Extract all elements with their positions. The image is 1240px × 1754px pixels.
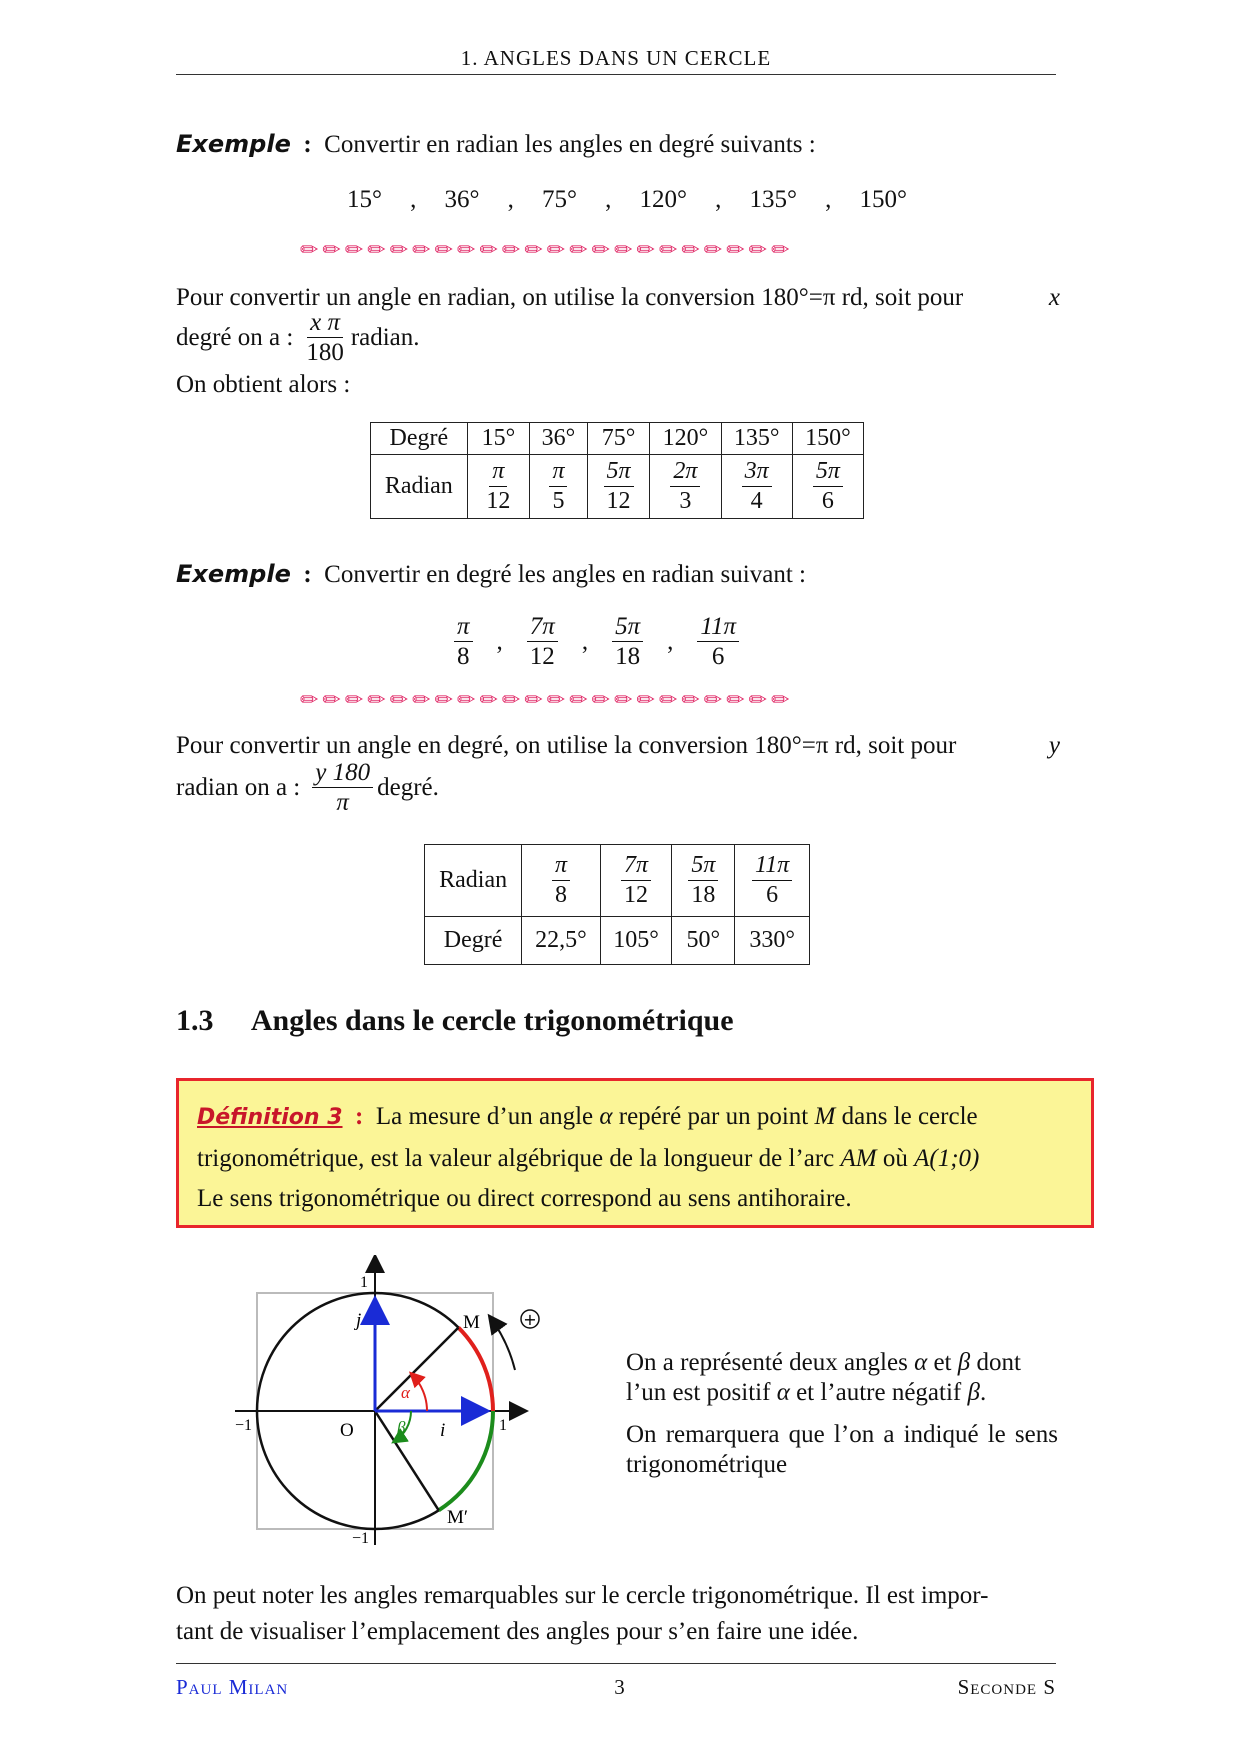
fraction-x-pi-180 bbox=[303, 308, 347, 367]
alpha-symbol: α bbox=[776, 1379, 790, 1406]
frac-den: 5 bbox=[552, 488, 565, 514]
closing-paragraph bbox=[176, 1578, 1060, 1650]
angle-fraction bbox=[612, 612, 643, 671]
closing-line1: On peut noter les angles remarquables sur le cercle trigonométrique. Il est impor- bbox=[176, 1582, 989, 1609]
example1-prompt: Convertir en radian les angles en degré suivants : bbox=[324, 131, 816, 158]
separator: , bbox=[667, 627, 674, 655]
example2 bbox=[176, 556, 806, 593]
frac-num: π bbox=[552, 851, 570, 881]
frac-den: 6 bbox=[711, 643, 725, 670]
label-M: M bbox=[463, 1312, 480, 1333]
definition-label: Définition 3 bbox=[197, 1105, 343, 1130]
conversion2-formula bbox=[176, 758, 439, 817]
row-header: Degré bbox=[425, 917, 522, 965]
angle-value: 75° bbox=[542, 186, 577, 213]
conversion1-line2b: radian. bbox=[350, 323, 420, 351]
point-A: A(1;0) bbox=[914, 1145, 980, 1172]
ray-OM bbox=[375, 1328, 458, 1411]
frac-num: 7π bbox=[621, 851, 651, 881]
radian-cell bbox=[530, 455, 588, 519]
separator: , bbox=[715, 186, 722, 213]
label-j: j bbox=[356, 1310, 362, 1331]
frac-den: 12 bbox=[486, 488, 511, 514]
frac-den: 3 bbox=[679, 488, 692, 514]
frac-den: 180 bbox=[306, 339, 344, 366]
frac-num: 5π bbox=[813, 457, 843, 487]
footer-class: Seconde S bbox=[957, 1675, 1056, 1699]
row-header: Degré bbox=[371, 423, 468, 455]
definition-line3: Le sens trigonométrique ou direct correspond au sens antihoraire. bbox=[197, 1185, 852, 1212]
frac-den: 18 bbox=[615, 643, 641, 670]
frac-num: 11π bbox=[752, 851, 792, 881]
conversion1-formula bbox=[176, 308, 420, 367]
label-beta: β bbox=[397, 1418, 406, 1437]
alpha-symbol: α bbox=[914, 1349, 928, 1376]
definition-box bbox=[176, 1078, 1094, 1228]
figure-text bbox=[626, 1348, 1058, 1480]
example2-label: Exemple bbox=[176, 560, 291, 588]
radian-cell bbox=[587, 455, 650, 519]
alpha-symbol: α bbox=[599, 1103, 613, 1130]
var-x: x bbox=[1048, 284, 1060, 311]
frac-num: 5π bbox=[612, 612, 643, 642]
footer-author: Paul Milan bbox=[176, 1675, 289, 1699]
section-heading bbox=[176, 1004, 734, 1038]
conversion1-line2a: degré on a : bbox=[176, 323, 294, 351]
label-i: i bbox=[440, 1420, 446, 1441]
point-M: M bbox=[814, 1103, 836, 1130]
frac-den: 18 bbox=[691, 882, 716, 908]
frac-num: x π bbox=[307, 308, 343, 338]
frac-num: π bbox=[549, 457, 567, 487]
frac-den: 6 bbox=[766, 882, 779, 908]
definition-line1 bbox=[197, 1099, 978, 1136]
text: où bbox=[882, 1145, 908, 1172]
conversion2-line1: Pour convertir un angle en degré, on utilise la conversion 180°=π rd, soit pour bbox=[176, 732, 957, 759]
frac-den: 6 bbox=[821, 488, 834, 514]
frac-num: y 180 bbox=[312, 758, 373, 788]
footer-rule bbox=[176, 1663, 1056, 1664]
conversion1-line1: Pour convertir un angle en radian, on utilise la conversion 180°=π rd, soit pour bbox=[176, 284, 964, 311]
label-Mprime: M′ bbox=[447, 1507, 469, 1528]
text: dans le cercle bbox=[841, 1103, 978, 1130]
frac-num: 7π bbox=[527, 612, 558, 642]
degree-cell: 50° bbox=[672, 917, 735, 965]
angle-value: 36° bbox=[444, 186, 480, 213]
frac-num: π bbox=[454, 612, 473, 642]
beta-symbol: β bbox=[967, 1379, 980, 1406]
fraction-y180-pi bbox=[312, 758, 373, 817]
angle-value: 120° bbox=[639, 186, 687, 213]
table-degree-to-radian bbox=[370, 422, 864, 519]
label-origin: O bbox=[340, 1420, 354, 1441]
angle-value: 15° bbox=[347, 186, 382, 213]
example2-angles bbox=[450, 612, 743, 671]
text: dont bbox=[976, 1349, 1021, 1376]
radian-cell bbox=[735, 845, 810, 917]
frac-den: π bbox=[336, 789, 349, 816]
radian-cell bbox=[650, 455, 721, 519]
arc-AM: AM bbox=[840, 1145, 877, 1172]
angle-fraction bbox=[454, 612, 473, 671]
pencil-separator-1: ✏✏✏✏✏✏✏✏✏✏✏✏✏✏✏✏✏✏✏✏✏✏ bbox=[300, 238, 794, 263]
arc-alpha bbox=[458, 1328, 493, 1411]
separator: , bbox=[496, 627, 503, 655]
separator: , bbox=[825, 186, 832, 213]
separator: , bbox=[410, 186, 417, 213]
section-title: Angles dans le cercle trigonométrique bbox=[250, 1004, 734, 1037]
frac-den: 8 bbox=[554, 882, 567, 908]
degree-cell: 150° bbox=[792, 423, 863, 455]
angle-alpha-arrow bbox=[412, 1374, 427, 1411]
degree-cell: 15° bbox=[467, 423, 530, 455]
angle-fraction bbox=[697, 612, 739, 671]
row-header: Radian bbox=[425, 845, 522, 917]
beta-symbol: β bbox=[957, 1349, 971, 1376]
text: On a représenté deux angles bbox=[626, 1349, 908, 1376]
angle-value: 135° bbox=[749, 186, 797, 213]
radian-cell bbox=[792, 455, 863, 519]
text: repéré par un point bbox=[618, 1103, 809, 1130]
example1-label: Exemple bbox=[176, 130, 291, 158]
conversion2-line2b: degré. bbox=[377, 773, 439, 801]
example1 bbox=[176, 126, 816, 163]
frac-den: 12 bbox=[606, 488, 631, 514]
degree-cell: 330° bbox=[735, 917, 810, 965]
label-minus-one-bottom: −1 bbox=[351, 1530, 369, 1547]
text: et bbox=[933, 1349, 952, 1376]
closing-line2: tant de visualiser l’emplacement des angles pour s’en faire une idée. bbox=[176, 1618, 859, 1645]
page-header: 1. ANGLES DANS UN CERCLE bbox=[460, 46, 772, 70]
label-alpha: α bbox=[401, 1383, 410, 1402]
header-rule bbox=[176, 74, 1056, 75]
label-minus-one-left: −1 bbox=[235, 1417, 253, 1434]
example1-angles bbox=[347, 182, 907, 218]
text: et l’autre négatif bbox=[796, 1379, 962, 1406]
radian-cell bbox=[672, 845, 735, 917]
frac-num: 11π bbox=[697, 612, 739, 642]
degree-cell: 105° bbox=[600, 917, 672, 965]
figure-paragraph-2: On remarquera que l’on a indiqué le sens trigonométrique bbox=[626, 1421, 1058, 1478]
separator: , bbox=[605, 186, 612, 213]
text: La mesure d’un angle bbox=[375, 1103, 594, 1130]
frac-num: 5π bbox=[688, 851, 718, 881]
var-y: y bbox=[1048, 732, 1060, 759]
degree-cell: 75° bbox=[587, 423, 650, 455]
trig-circle-figure bbox=[225, 1255, 565, 1555]
degree-cell: 22,5° bbox=[522, 917, 601, 965]
degree-cell: 120° bbox=[650, 423, 721, 455]
radian-cell bbox=[467, 455, 530, 519]
frac-den: 12 bbox=[529, 643, 555, 670]
frac-num: 3π bbox=[742, 457, 772, 487]
label-one-top: 1 bbox=[360, 1274, 368, 1291]
frac-num: 2π bbox=[670, 457, 700, 487]
frac-num: π bbox=[489, 457, 507, 487]
separator: , bbox=[581, 627, 589, 655]
example1-colon: : bbox=[303, 131, 312, 158]
table-radian-to-degree bbox=[424, 844, 810, 965]
pencil-separator-2: ✏✏✏✏✏✏✏✏✏✏✏✏✏✏✏✏✏✏✏✏✏✏ bbox=[300, 688, 794, 713]
row-header: Radian bbox=[371, 455, 468, 519]
arc-beta bbox=[439, 1411, 493, 1510]
degree-cell: 135° bbox=[721, 423, 792, 455]
label-one-right: 1 bbox=[499, 1417, 507, 1434]
radian-cell bbox=[522, 845, 601, 917]
radian-cell bbox=[600, 845, 672, 917]
example2-colon: : bbox=[303, 561, 312, 588]
conversion1-line3: On obtient alors : bbox=[176, 371, 351, 398]
text: trigonométrique, est la valeur algébrique de la longueur de l’arc bbox=[197, 1145, 835, 1172]
text: l’un est positif bbox=[626, 1379, 771, 1406]
frac-num: 5π bbox=[604, 457, 634, 487]
plus-sign: + bbox=[523, 1310, 537, 1329]
angle-value: 150° bbox=[859, 186, 907, 213]
degree-cell: 36° bbox=[530, 423, 588, 455]
footer-page-number: 3 bbox=[614, 1675, 626, 1699]
conversion2-line2a: radian on a : bbox=[176, 773, 301, 801]
angle-fraction bbox=[527, 612, 558, 671]
separator: , bbox=[507, 186, 514, 213]
frac-den: 8 bbox=[457, 643, 470, 670]
definition-line2 bbox=[197, 1141, 979, 1177]
example2-prompt: Convertir en degré les angles en radian suivant : bbox=[324, 561, 806, 588]
section-number: 1.3 bbox=[176, 1004, 214, 1037]
figure-paragraph-1: On a représenté deux angles α et β dont l’un est positif α et l’autre négatif β. bbox=[626, 1349, 1021, 1406]
definition-colon: : bbox=[355, 1103, 364, 1130]
frac-den: 12 bbox=[624, 882, 649, 908]
radian-cell bbox=[721, 455, 792, 519]
frac-den: 4 bbox=[750, 488, 763, 514]
